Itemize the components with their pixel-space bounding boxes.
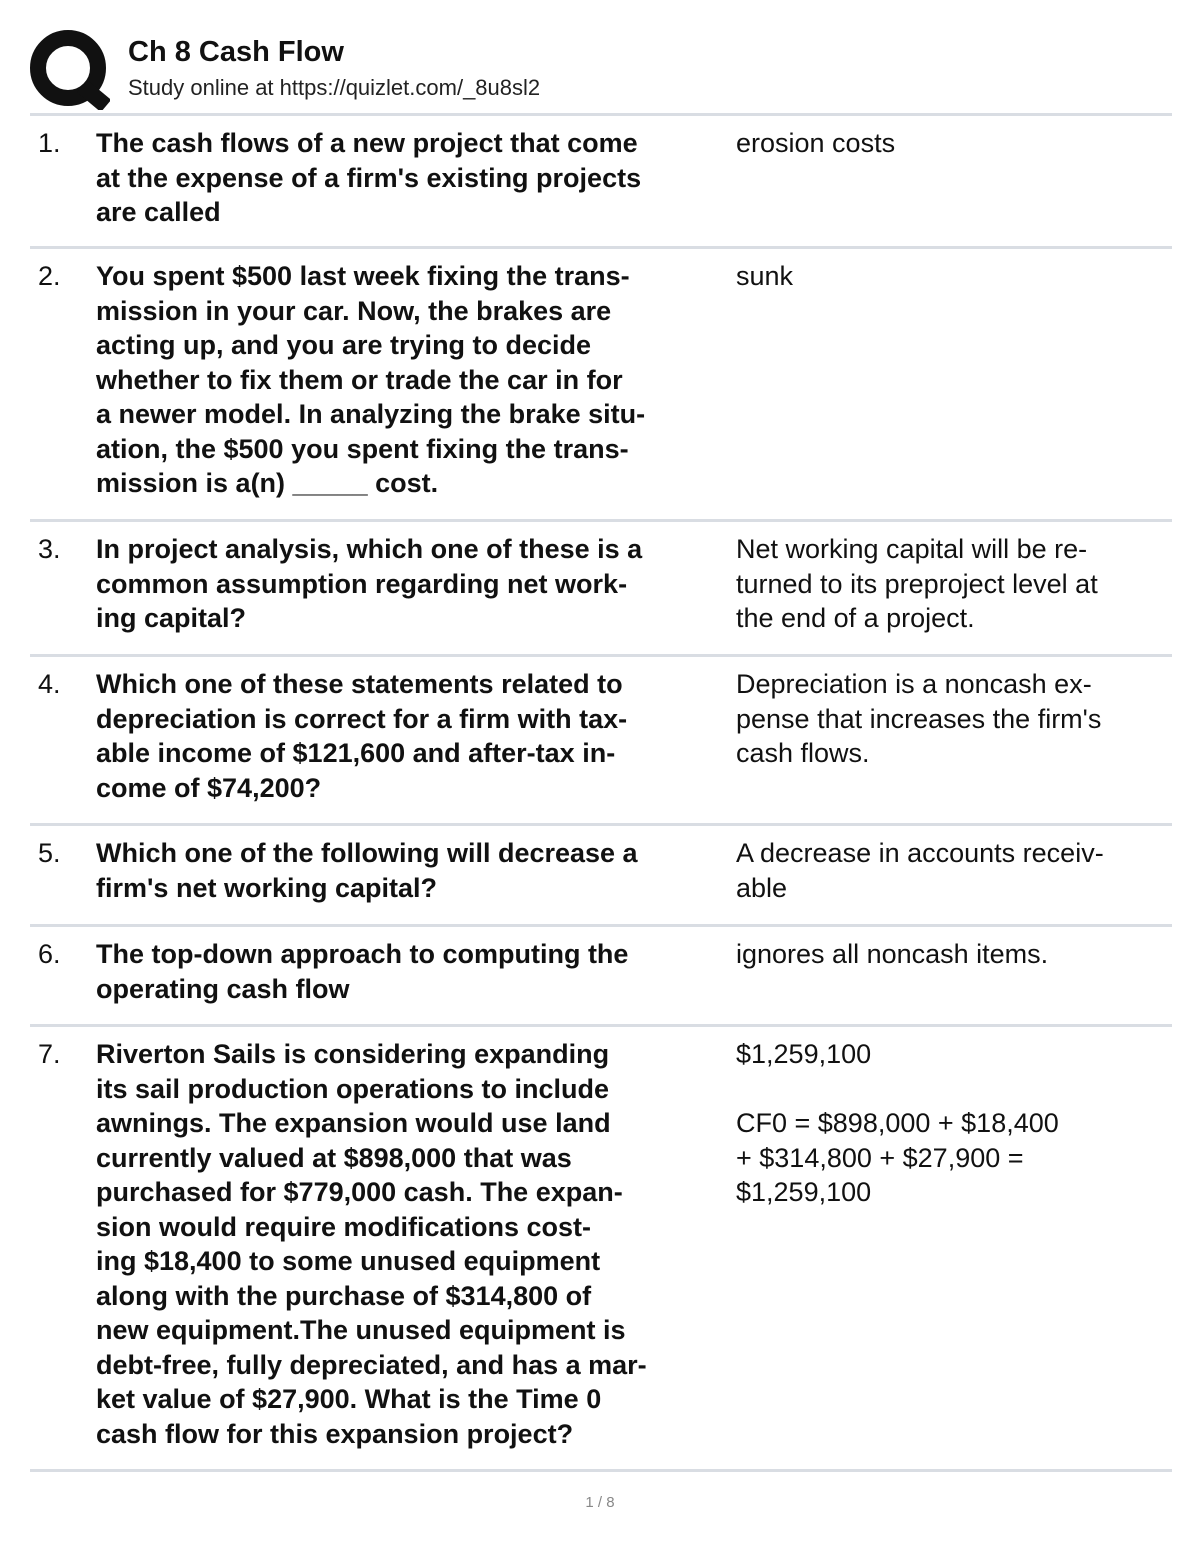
quizlet-logo-icon <box>30 30 110 110</box>
card-number: 7. <box>38 1039 61 1069</box>
card-question <box>96 532 728 636</box>
divider <box>30 823 1172 826</box>
question-line: depreciation is correct for a firm with tax- <box>96 703 628 734</box>
answer-line: Depreciation is a noncash ex- <box>736 669 1092 699</box>
card-question <box>96 126 728 230</box>
question-line: mission is a(n) _____ cost. <box>96 468 439 498</box>
question-line: acting up, and you are trying to decide <box>96 330 592 360</box>
page-indicator: 1 / 8 <box>585 1494 615 1511</box>
divider <box>30 1024 1172 1027</box>
card-number: 2. <box>38 261 61 291</box>
question-line: able income of $121,600 and after-tax in- <box>96 738 616 768</box>
card-question <box>96 259 728 501</box>
question-line: firm's net working capital? <box>96 872 437 903</box>
answer-line: Net working capital will be re- <box>736 534 1088 564</box>
card-question <box>96 1037 728 1451</box>
card-answer <box>736 667 1172 771</box>
question-line: debt-free, fully depreciated, and has a mar- <box>96 1349 647 1380</box>
card-number: 4. <box>38 669 61 699</box>
question-line: The cash flows of a new project that come <box>96 128 638 158</box>
card-answer <box>736 532 1172 636</box>
question-line: The top-down approach to computing the <box>96 939 629 969</box>
question-line: are called <box>96 197 221 227</box>
card-question <box>96 937 728 1006</box>
card-number: 1. <box>38 128 61 158</box>
divider <box>30 519 1172 522</box>
divider <box>30 924 1172 927</box>
question-line: currently valued at $898,000 that was <box>96 1142 572 1173</box>
answer-line: erosion costs <box>736 128 896 158</box>
card-answer <box>736 259 1172 294</box>
divider <box>30 113 1172 116</box>
answer-spacer <box>736 1072 1172 1107</box>
answer-line: CF0 = $898,000 + $18,400 <box>736 1108 1059 1138</box>
card-number: 3. <box>38 534 61 564</box>
page-header <box>30 30 1180 110</box>
question-line: awnings. The expansion would use land <box>96 1108 611 1138</box>
question-line: whether to fix them or trade the car in for <box>96 364 623 395</box>
question-line: a newer model. In analyzing the brake situ- <box>96 399 646 429</box>
question-line: cash flow for this expansion project? <box>96 1418 574 1449</box>
question-line: operating cash flow <box>96 973 350 1004</box>
question-line: come of $74,200? <box>96 772 322 803</box>
answer-line: sunk <box>736 261 794 291</box>
question-line: ing capital? <box>96 603 247 633</box>
question-line: its sail production operations to include <box>96 1073 610 1104</box>
answer-line: able <box>736 872 788 903</box>
answer-line: $1,259,100 <box>736 1039 872 1069</box>
question-line: In project analysis, which one of these is a <box>96 534 643 564</box>
answer-line: the end of a project. <box>736 603 975 633</box>
question-line: ket value of $27,900. What is the Time 0 <box>96 1384 602 1414</box>
answer-line: + $314,800 + $27,900 = <box>736 1142 1024 1173</box>
answer-line: $1,259,100 <box>736 1177 872 1207</box>
card-question <box>96 836 728 905</box>
divider <box>30 246 1172 249</box>
divider <box>30 654 1172 657</box>
study-link[interactable]: Study online at https://quizlet.com/_8u8sl2 <box>128 75 541 100</box>
question-line: new equipment.The unused equipment is <box>96 1315 626 1345</box>
question-line: Which one of the following will decrease a <box>96 838 638 868</box>
question-line: Riverton Sails is considering expanding <box>96 1039 610 1069</box>
question-line: Which one of these statements related to <box>96 669 623 699</box>
card-number: 6. <box>38 939 61 969</box>
answer-line: A decrease in accounts receiv- <box>736 838 1104 868</box>
question-line: You spent $500 last week fixing the trans- <box>96 261 630 291</box>
question-line: sion would require modifications cost- <box>96 1211 592 1242</box>
page-title: Ch 8 Cash Flow <box>128 36 344 68</box>
divider <box>30 1469 1172 1472</box>
card-answer <box>736 836 1172 905</box>
card-question <box>96 667 728 805</box>
card-answer <box>736 126 1172 161</box>
question-line: at the expense of a firm's existing projects <box>96 162 642 193</box>
question-line: purchased for $779,000 cash. The expan- <box>96 1177 623 1207</box>
question-line: ation, the $500 you spent fixing the trans- <box>96 433 629 464</box>
card-answer <box>736 1037 1172 1210</box>
answer-line: ignores all noncash items. <box>736 939 1049 969</box>
answer-line: cash flows. <box>736 738 870 768</box>
question-line: along with the purchase of $314,800 of <box>96 1280 592 1311</box>
card-answer <box>736 937 1172 972</box>
card-number: 5. <box>38 838 61 868</box>
answer-line: turned to its preproject level at <box>736 568 1098 599</box>
question-line: common assumption regarding net work- <box>96 568 628 599</box>
answer-line: pense that increases the firm's <box>736 703 1102 734</box>
question-line: mission in your car. Now, the brakes are <box>96 295 612 326</box>
question-line: ing $18,400 to some unused equipment <box>96 1246 601 1276</box>
